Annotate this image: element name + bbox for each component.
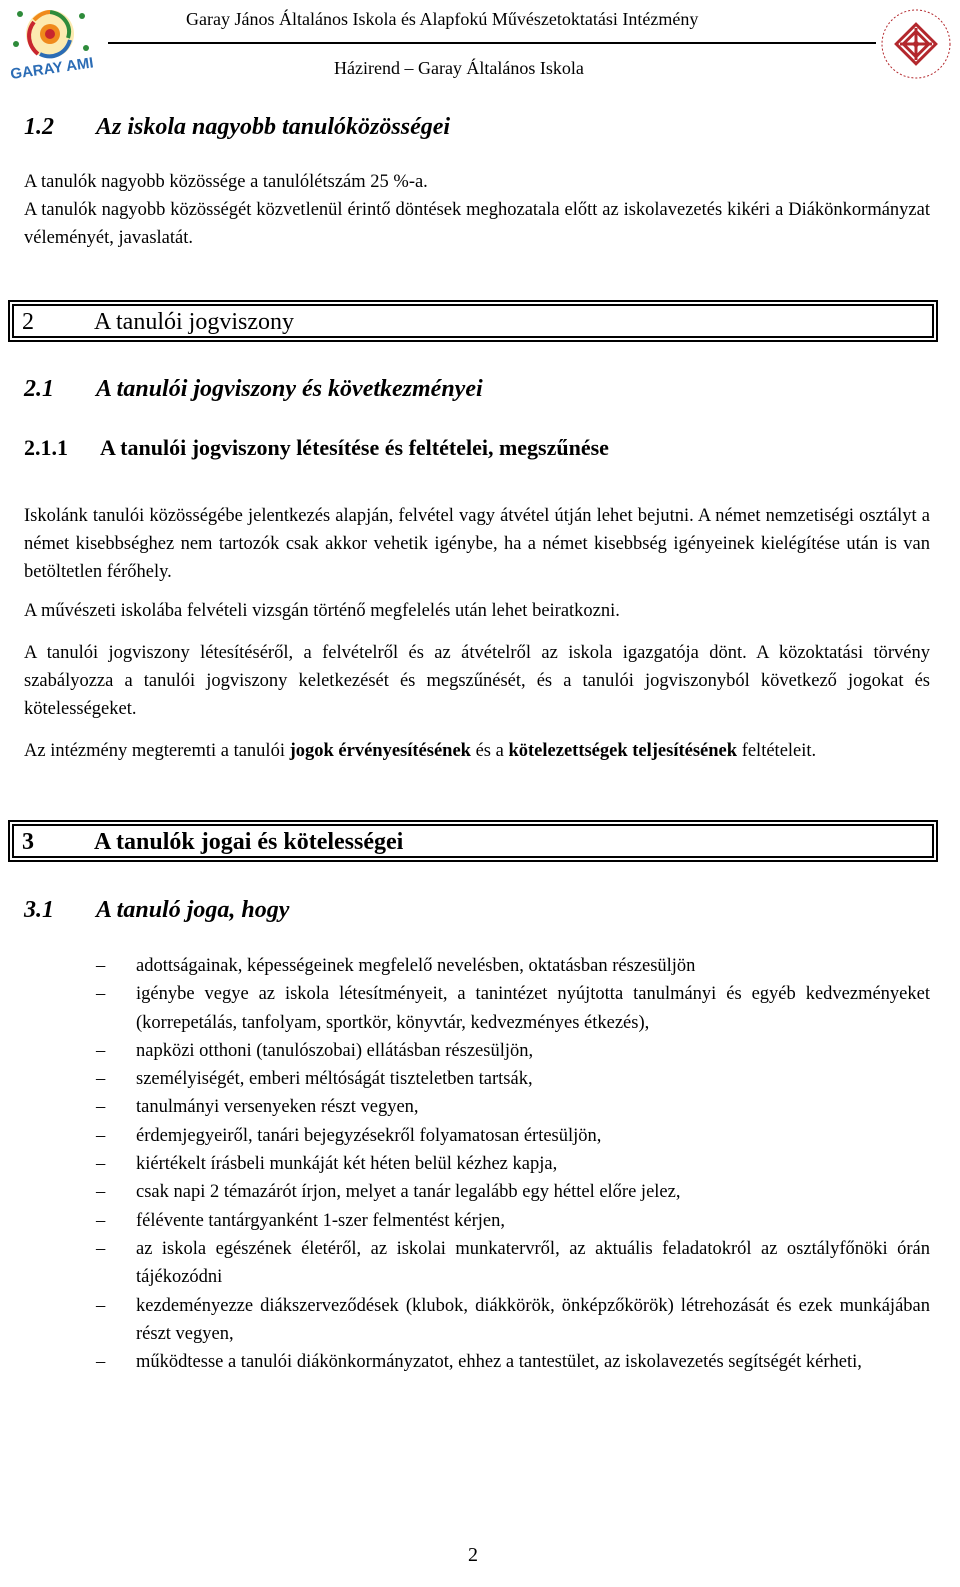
list-item [24, 980, 930, 1037]
chapter-2-heading [8, 300, 938, 342]
text-run: feltételeit. [737, 741, 817, 761]
list-item [24, 1207, 930, 1235]
bullet-dash: – [96, 1295, 106, 1316]
paragraph: A művészeti iskolába felvételi vizsgán történő megfelelés után lehet beiratkozni. [24, 601, 620, 621]
list-item [24, 1292, 930, 1349]
bold-run: jogok érvényesítésének [289, 741, 471, 761]
section-1-2-heading [24, 114, 450, 141]
section-number: 1.2 [24, 114, 54, 140]
section-3-1-heading [24, 897, 289, 924]
quality-award-seal [878, 6, 954, 82]
header-rule [108, 42, 876, 44]
list-item-text: tanulmányi versenyeken részt vegyen, [136, 1097, 419, 1118]
bullet-dash: – [96, 1069, 106, 1090]
bullet-dash: – [96, 984, 106, 1005]
text-run: Az intézmény megteremti a tanulói [24, 741, 290, 761]
section-number: 2.1.1 [24, 435, 68, 460]
section-title: Az iskola nagyobb tanulóközösségei [96, 114, 451, 140]
paragraph: A tanulók nagyobb közösségét közvetlenül érintő döntések meghozatala előtt az iskolavezetés kikéri a Diákönkormányzat véleményét, javaslatát. [24, 200, 930, 248]
bold-run: kötelezettségek teljesítésének [508, 741, 738, 761]
bullet-dash: – [96, 1210, 106, 1231]
list-item [24, 952, 930, 980]
list-item-text: személyiségét, emberi méltóságát tiszteletben tartsák, [136, 1069, 533, 1090]
school-logo [6, 4, 102, 80]
chapter-title: A tanulók jogai és kötelességei [94, 829, 404, 855]
section-title: A tanuló joga, hogy [96, 897, 290, 923]
header-subtitle: Házirend – Garay Általános Iskola [334, 58, 584, 78]
list-item [24, 1235, 930, 1292]
chapter-number: 3 [22, 829, 34, 855]
list-item [24, 1122, 930, 1150]
list-item-text: működtesse a tanulói diákönkormányzatot, ehhez a tantestület, az iskolavezetés segítségét kérheti, [136, 1352, 862, 1373]
list-item [24, 1065, 930, 1093]
paragraph: Iskolánk tanulói közösségébe jelentkezés alapján, felvétel vagy átvétel útján lehet bejutni. A német nemzetiségi osztályt a német kisebbséghez nem tartozók csak akkor vehetik igénybe, ha a német kisebbség igényeinek kielégítése után is van betöltetlen férőhely. [24, 506, 930, 582]
bullet-dash: – [96, 1182, 106, 1203]
chapter-3-heading [8, 820, 938, 862]
list-item [24, 1150, 930, 1178]
section-2-1-1-heading [24, 435, 609, 461]
paragraph: A tanulók nagyobb közössége a tanulólétszám 25 %-a. [24, 172, 428, 192]
paragraph [24, 737, 930, 765]
list-item-text: adottságainak, képességeinek megfelelő nevelésben, oktatásban részesüljön [136, 956, 696, 976]
paragraph: A tanulói jogviszony létesítéséről, a felvételről és az átvételről az iskola igazgatója dönt. A közoktatási törvény szabályozza a tanulói jogviszony keletkezését és megszűnését, és a tanulói jogviszonyból következő jogokat és kötelességeket. [24, 643, 930, 719]
list-item [24, 1093, 930, 1121]
section-2-1-heading [24, 376, 483, 403]
section-number: 3.1 [24, 897, 54, 923]
list-item-text: érdemjegyeiről, tanári bejegyzésekről folyamatosan értesüljön, [136, 1125, 602, 1146]
chapter-title: A tanulói jogviszony [94, 309, 294, 335]
bullet-dash: – [96, 1352, 106, 1373]
section-title: A tanulói jogviszony és következményei [96, 376, 483, 402]
list-item-text: az iskola egészének életéről, az iskolai munkatervről, az aktuális feladatokról az osztályfőnöki órán tájékozódni [136, 1238, 930, 1288]
list-item [24, 1348, 930, 1376]
logo-text: GARAY AMI [9, 54, 95, 80]
rights-list [24, 952, 930, 1376]
section-title: A tanulói jogviszony létesítése és feltételei, megszűnése [100, 435, 609, 460]
bullet-dash: – [96, 1097, 106, 1118]
chapter-number: 2 [22, 309, 34, 335]
list-item-text: igénybe vegye az iskola létesítményeit, a tanintézet nyújtotta tanulmányi és egyéb kedvezményeket (korrepetálás, tanfolyam, sportkör, könyvtár, kedvezményes étkezés), [136, 984, 930, 1033]
header-title: Garay János Általános Iskola és Alapfokú Művészetoktatási Intézmény [186, 9, 699, 29]
list-item-text: félévente tantárgyanként 1-szer felmentést kérjen, [136, 1210, 505, 1231]
section-number: 2.1 [24, 376, 54, 402]
bullet-dash: – [96, 1125, 106, 1146]
page-number: 2 [468, 1544, 478, 1566]
list-item-text: kiértékelt írásbeli munkáját két héten belül kézhez kapja, [136, 1154, 558, 1175]
bullet-dash: – [96, 956, 106, 976]
list-item-text: napközi otthoni (tanulószobai) ellátásban részesüljön, [136, 1040, 534, 1061]
text-run: és a [470, 741, 509, 761]
bullet-dash: – [96, 1238, 106, 1259]
list-item-text: csak napi 2 témazárót írjon, melyet a tanár legalább egy héttel előre jelez, [136, 1182, 681, 1203]
bullet-dash: – [96, 1040, 106, 1061]
list-item-text: kezdeményezze diákszerveződések (klubok, diákkörök, önképzőkörök) létrehozását és ezek munkájában részt vegyen, [136, 1295, 930, 1344]
bullet-dash: – [96, 1154, 106, 1175]
list-item [24, 1037, 930, 1065]
list-item [24, 1178, 930, 1206]
